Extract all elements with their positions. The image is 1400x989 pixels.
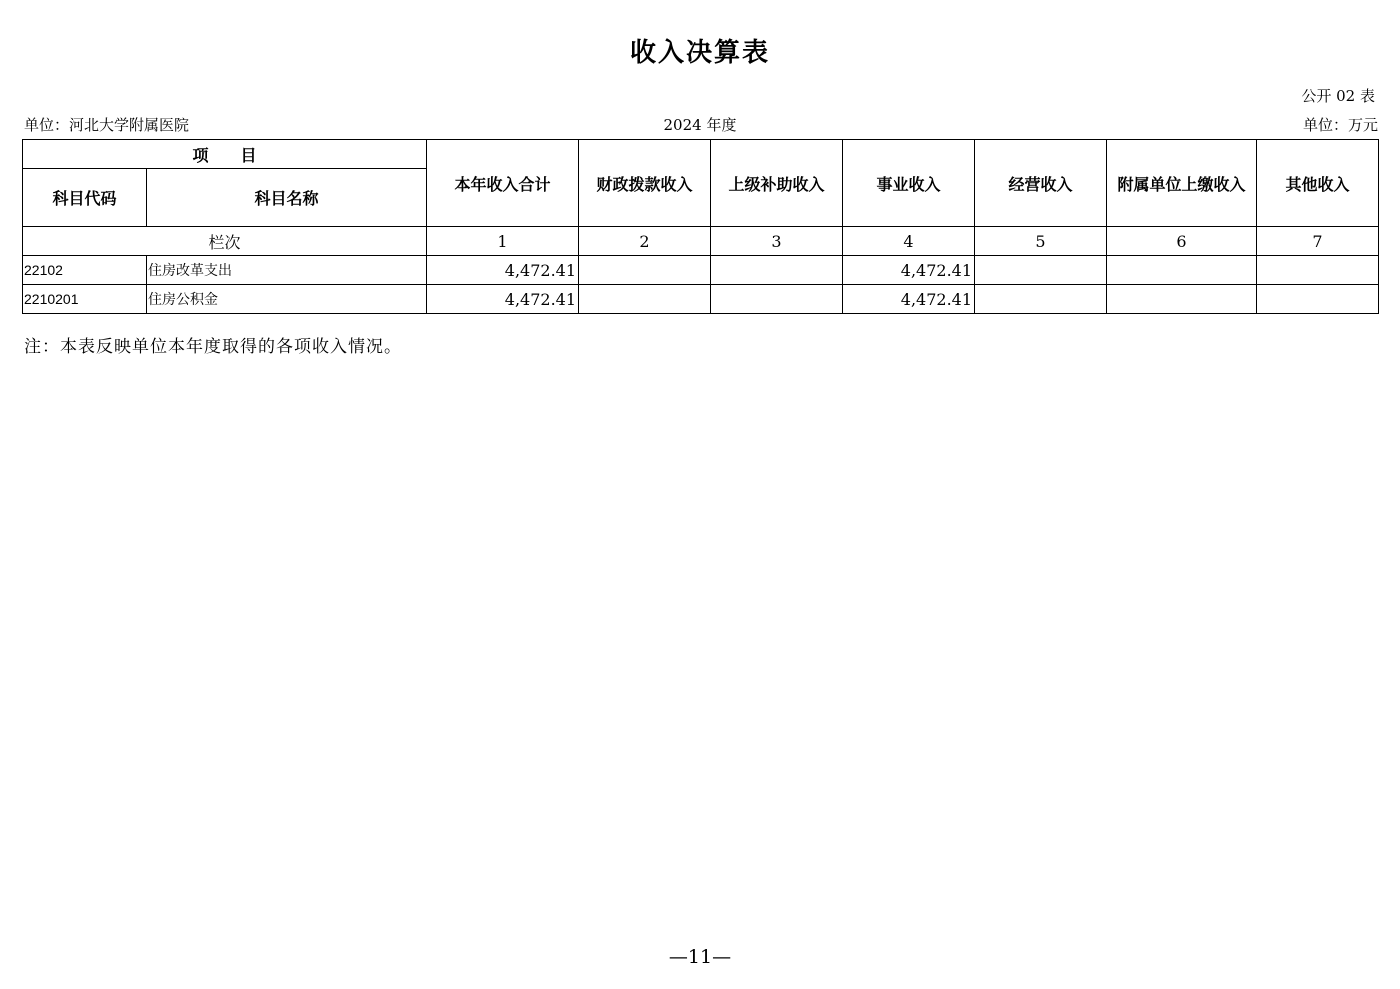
- row-code: 22102: [23, 256, 147, 285]
- header-name: 科目名称: [147, 169, 427, 227]
- row-name: 住房公积金: [147, 285, 427, 314]
- row-value-superior-subsidy: [711, 256, 843, 285]
- row-value-business: 4,472.41: [843, 256, 975, 285]
- row-value-affiliated: [1107, 285, 1257, 314]
- row-value-superior-subsidy: [711, 285, 843, 314]
- row-value-operating: [975, 285, 1107, 314]
- unit-line: [23, 114, 1378, 136]
- row-value-operating: [975, 256, 1107, 285]
- reporting-unit: 单位：河北大学附属医院: [24, 116, 190, 134]
- table-row: [23, 256, 1379, 285]
- header-col-other: 其他收入: [1257, 140, 1379, 227]
- table-note: 注：本表反映单位本年度取得的各项收入情况。: [24, 337, 402, 357]
- column-index-7: 7: [1257, 227, 1379, 256]
- column-index-5: 5: [975, 227, 1107, 256]
- row-value-total: 4,472.41: [427, 285, 579, 314]
- row-value-fiscal: [579, 285, 711, 314]
- column-index-3: 3: [711, 227, 843, 256]
- row-name: 住房改革支出: [147, 256, 427, 285]
- row-value-total: 4,472.41: [427, 256, 579, 285]
- header-col-total: 本年收入合计: [427, 140, 579, 227]
- row-value-affiliated: [1107, 256, 1257, 285]
- row-code: 2210201: [23, 285, 147, 314]
- income-table: [22, 139, 1379, 314]
- column-index-4: 4: [843, 227, 975, 256]
- page-number: —11—: [668, 946, 732, 968]
- form-number: 公开 02 表: [1301, 87, 1375, 105]
- column-index-1: 1: [427, 227, 579, 256]
- header-col-superior-subsidy: 上级补助收入: [711, 140, 843, 227]
- fiscal-year: 2024 年度: [663, 116, 737, 134]
- row-value-business: 4,472.41: [843, 285, 975, 314]
- header-col-affiliated: 附属单位上缴收入: [1107, 140, 1257, 227]
- column-index-6: 6: [1107, 227, 1257, 256]
- header-item-group: 项 目: [23, 140, 427, 169]
- page-title: 收入决算表: [629, 38, 770, 68]
- header-code: 科目代码: [23, 169, 147, 227]
- header-col-business: 事业收入: [843, 140, 975, 227]
- column-index-2: 2: [579, 227, 711, 256]
- row-value-fiscal: [579, 256, 711, 285]
- row-value-other: [1257, 285, 1379, 314]
- table-row: [23, 285, 1379, 314]
- header-col-fiscal: 财政拨款收入: [579, 140, 711, 227]
- row-value-other: [1257, 256, 1379, 285]
- currency-unit: 单位：万元: [1302, 116, 1378, 134]
- column-index-label: 栏次: [23, 227, 427, 256]
- header-col-operating: 经营收入: [975, 140, 1107, 227]
